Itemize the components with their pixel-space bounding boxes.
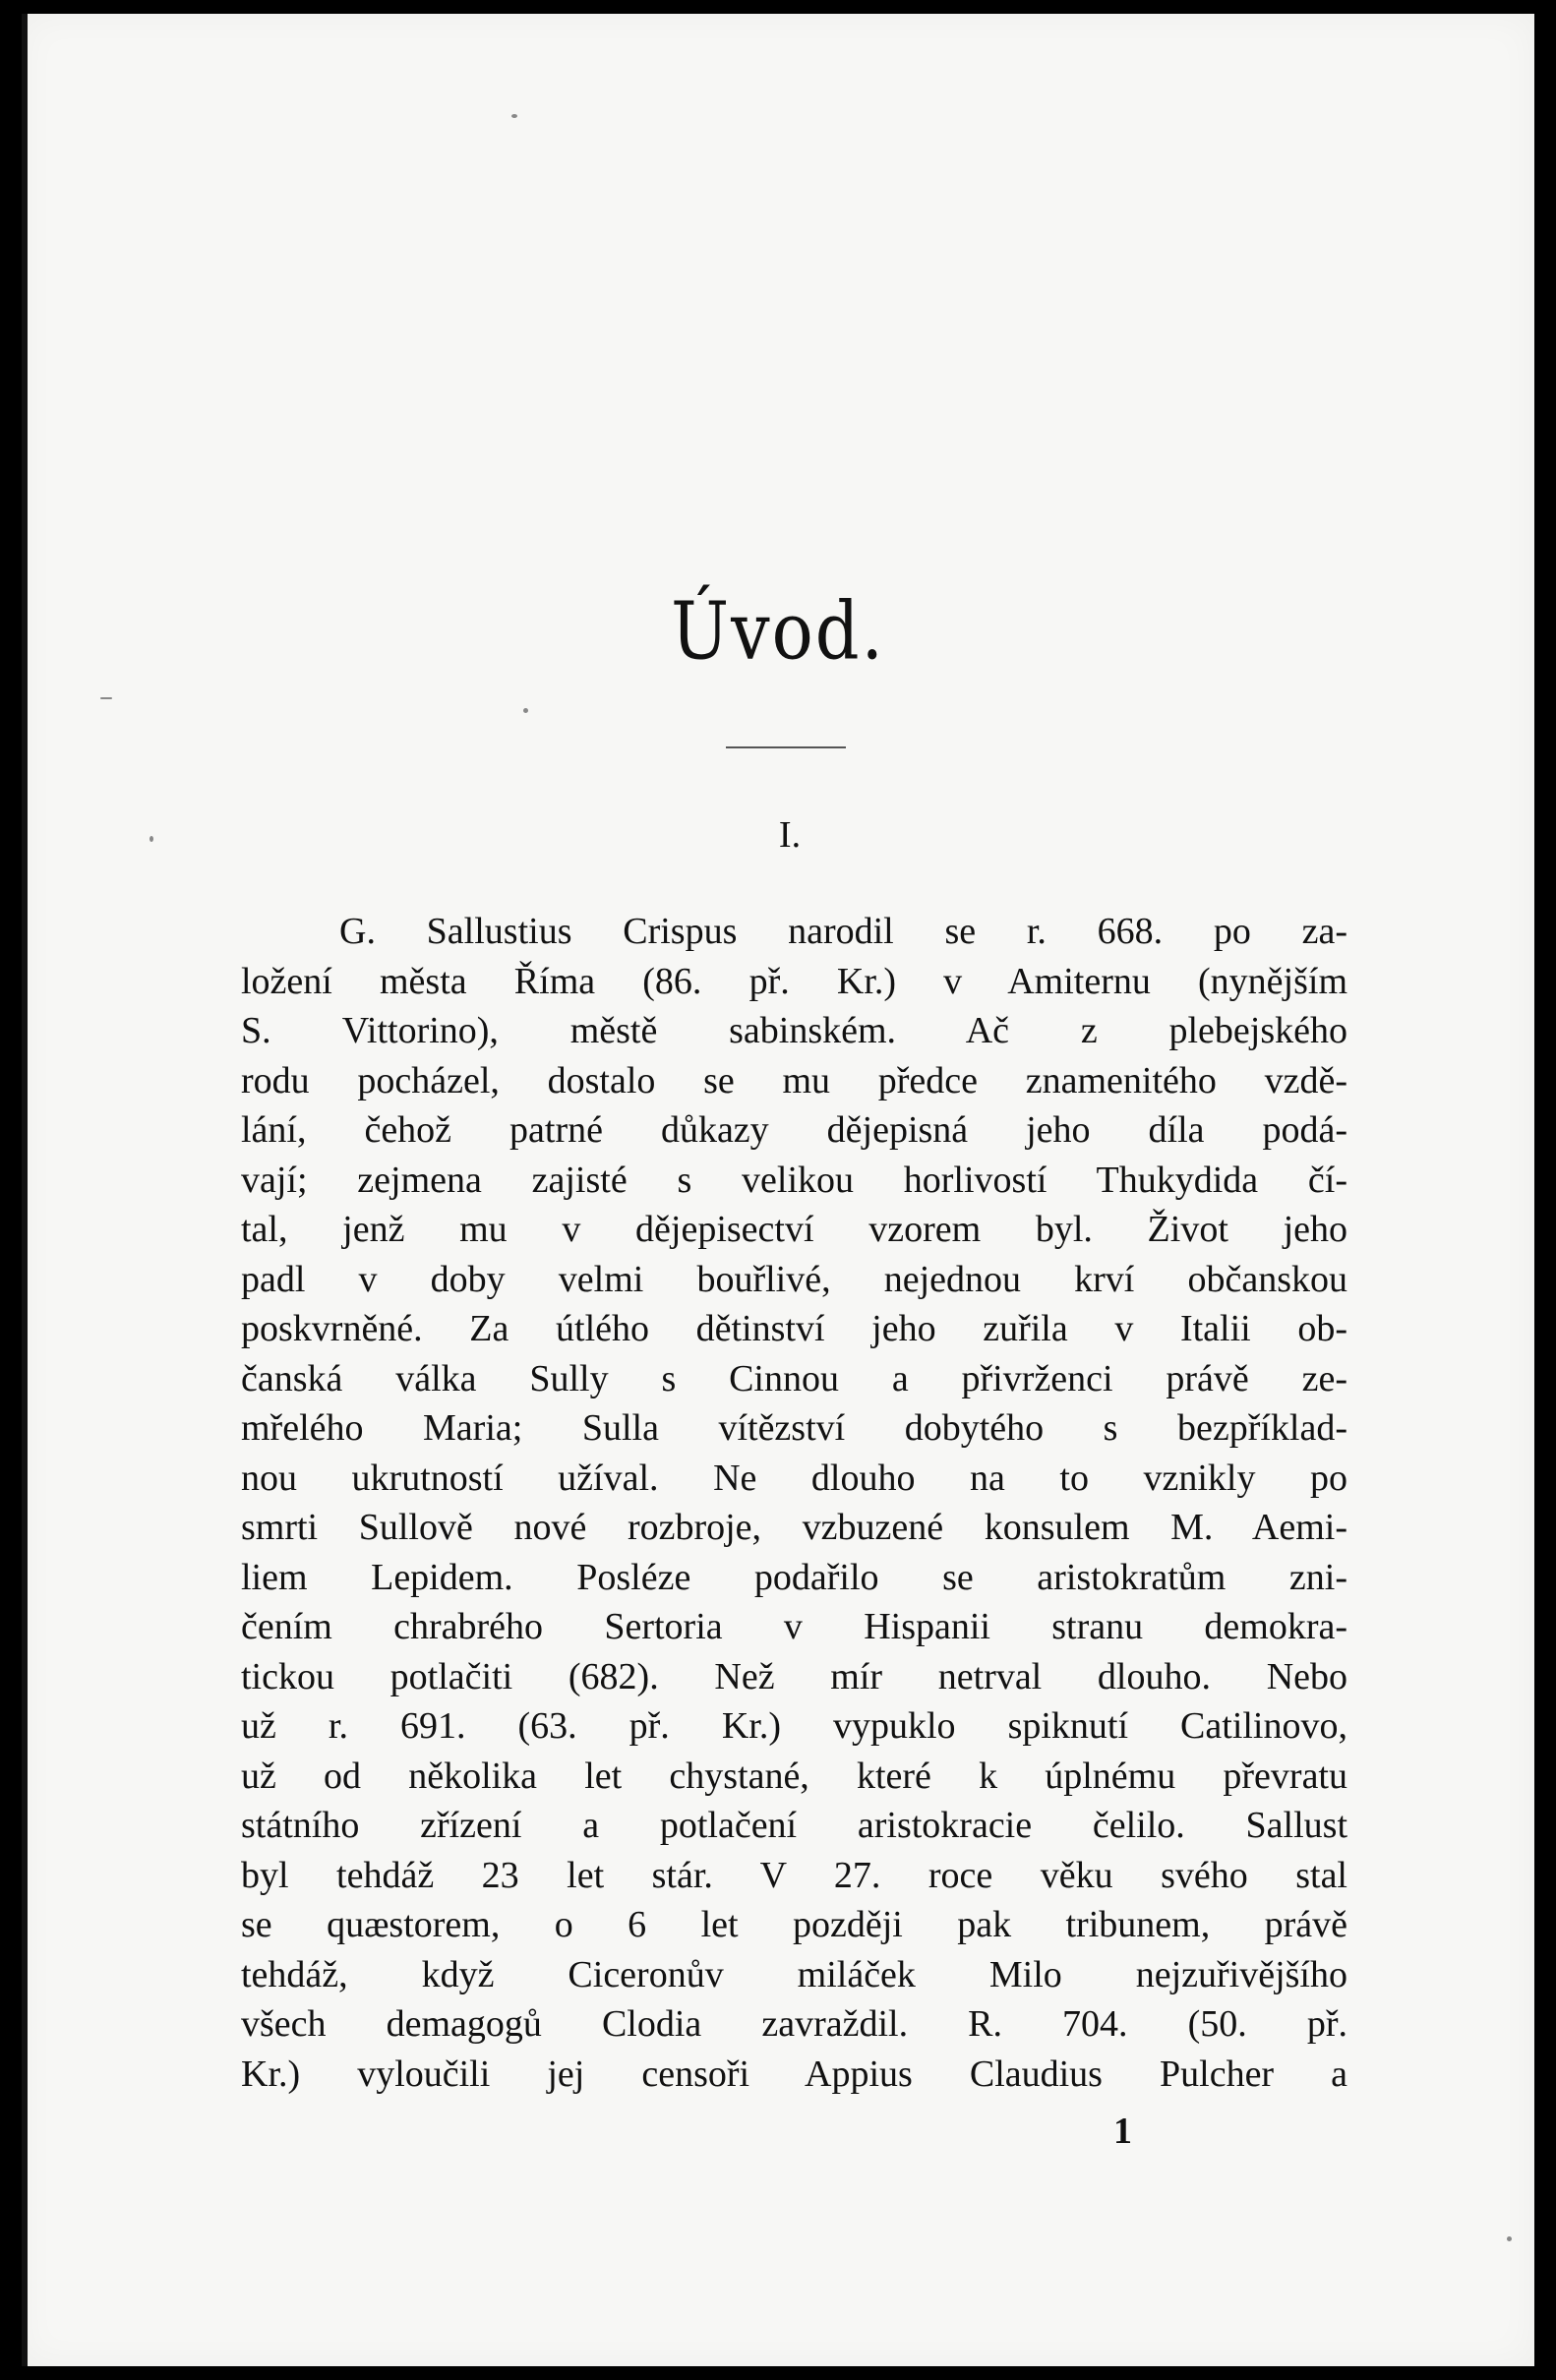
text-line: nou ukrutností užíval. Ne dlouho na to vznikly po [241,1457,1347,1499]
text-line: tehdáž, když Ciceronův miláček Milo nejzuřivějšího [241,1953,1347,1995]
text-line: státního zřízení a potlačení aristokracie čelilo. Sallust [241,1805,1347,1846]
text-line: ložení města Říma (86. př. Kr.) v Amiternu (nynějším [241,960,1347,1002]
text-line: byl tehdáž 23 let stár. V 27. roce věku svého stal [241,1854,1347,1896]
text-line: čanská válka Sully s Cinnou a přivrženci právě ze- [241,1357,1347,1399]
title-divider [726,746,846,748]
paper-speck [100,697,112,699]
text-line: se quæstorem, o 6 let později pak tribunem, právě [241,1904,1347,1945]
text-line: všech demagogů Clodia zavraždil. R. 704. (50. př. [241,2003,1347,2045]
text-line: tickou potlačiti (682). Než mír netrval dlouho. Nebo [241,1655,1347,1697]
text-line: rodu pocházel, dostalo se mu předce znamenitého vzdě- [241,1059,1347,1101]
text-line: už r. 691. (63. př. Kr.) vypuklo spiknutí Catilinovo, [241,1705,1347,1747]
text-line: S. Vittorino), městě sabinském. Ač z plebejského [241,1010,1347,1051]
text-line: tal, jenž mu v dějepisectví vzorem byl. Život jeho [241,1209,1347,1250]
body-paragraph [241,907,1347,2099]
paper-speck [511,114,517,118]
text-line: G. Sallustius Crispus narodil se r. 668. po za- [339,911,1347,952]
text-line: poskvrněné. Za útlého dětinství jeho zuřila v Italii ob- [241,1308,1347,1349]
paper-speck [523,708,528,713]
text-line: čením chrabrého Sertoria v Hispanii stranu demokra- [241,1606,1347,1647]
book-page [22,14,1534,2366]
text-line: lání, čehož patrné důkazy dějepisná jeho díla podá- [241,1109,1347,1151]
text-line: mřelého Maria; Sulla vítězství dobytého s bezpříklad- [241,1407,1347,1449]
text-line: smrti Sullově nové rozbroje, vzbuzené konsulem M. Aemi- [241,1507,1347,1548]
section-number: I. [778,814,802,856]
text-line: padl v doby velmi bouřlivé, nejednou krví občanskou [241,1258,1347,1300]
page-edge-rule [22,14,28,2366]
text-line: už od několika let chystané, které k úplnému převratu [241,1755,1347,1797]
chapter-title: Úvod. [671,584,885,678]
paper-speck [150,836,153,842]
paper-speck [1507,2236,1512,2241]
page-number: 1 [1113,2111,1132,2152]
text-line: liem Lepidem. Posléze podařilo se aristokratům zni- [241,1556,1347,1598]
text-line: Kr.) vyloučili jej censoři Appius Claudius Pulcher a [241,2053,1347,2095]
text-line: vají; zejmena zajisté s velikou horlivostí Thukydida čí- [241,1159,1347,1201]
